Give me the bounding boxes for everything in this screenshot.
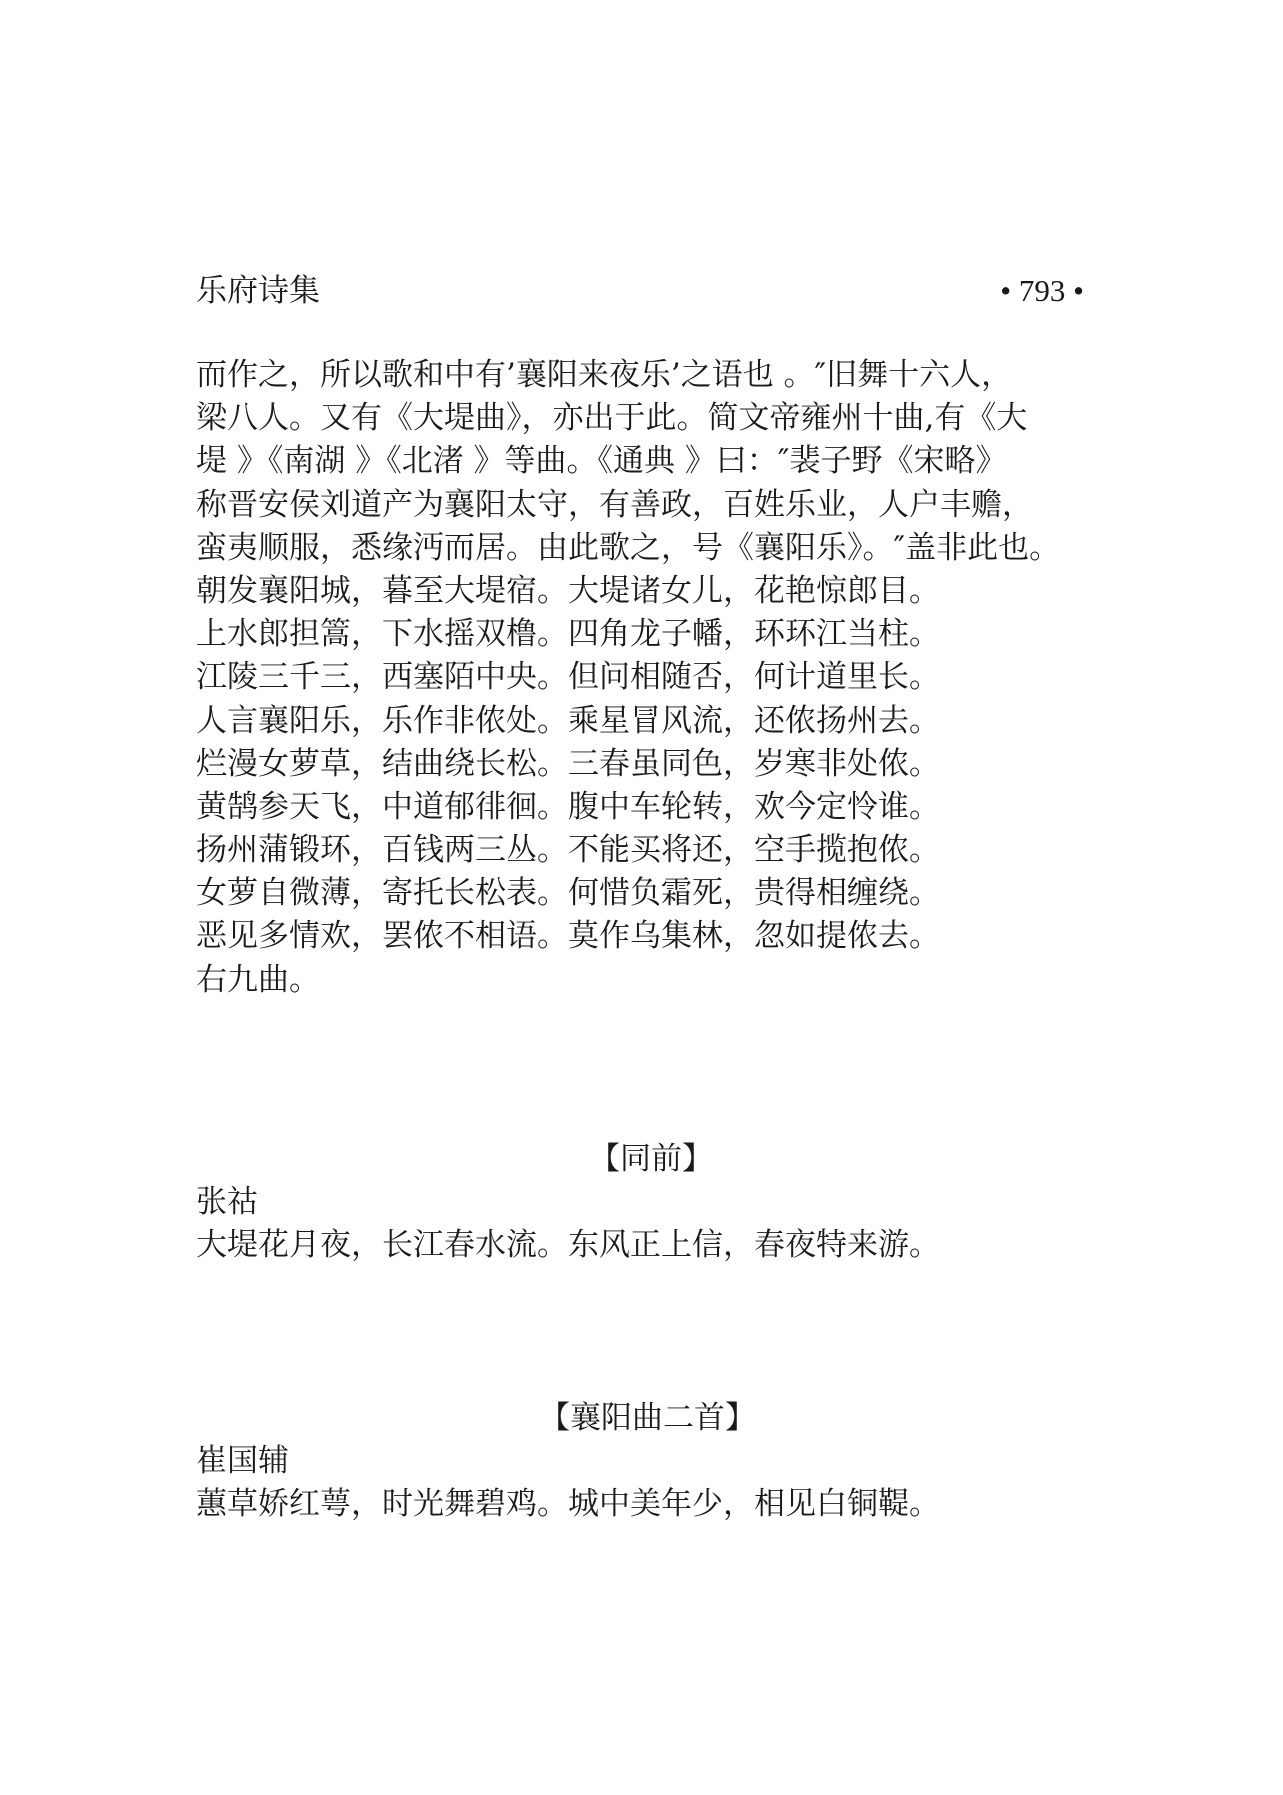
verse-line: 蕙草娇红萼，时光舞碧鸡。城中美年少，相见白铜鞮。 <box>196 1486 940 1522</box>
text-line: 称晋安侯刘道产为襄阳太守，有善政，百姓乐业，人户丰赡， <box>196 486 1033 523</box>
body-text <box>196 354 1126 1002</box>
verse-line: 扬州蒲锻环，百钱两三丛。不能买将还，空手揽抱侬。 <box>196 832 940 869</box>
section-title-text: 【襄阳曲二首】 <box>539 1400 756 1436</box>
verse-line: 大堤花月夜，长江春水流。东风正上信，春夜特来游。 <box>196 1227 940 1263</box>
text-line: 蛮夷顺服，悉缘沔而居。由此歌之，号《襄阳乐》。″盖非此也。 <box>196 529 1061 566</box>
poem-section-tongqian <box>196 1138 1126 1267</box>
verse-line: 女萝自微薄，寄托长松表。何惜负霜死，贵得相缠绕。 <box>196 875 940 912</box>
section-title-text: 【同前】 <box>589 1141 713 1177</box>
section-title <box>196 1138 1126 1181</box>
text-line: 堤 》《南湖 》《北渚 》等曲。《通典 》曰：″裴子野《宋略》 <box>196 443 1007 480</box>
text-line: 而作之，所以歌和中有’襄阳来夜乐’之语也 。″旧舞十六人， <box>196 357 1013 393</box>
verse-line: 朝发襄阳城，暮至大堤宿。大堤诸女儿，花艳惊郎目。 <box>196 572 940 609</box>
section-title <box>196 1397 1126 1440</box>
page-number: • 793 • <box>1000 273 1084 308</box>
verse-line: 恶见多情欢，罢侬不相语。莫作乌集林，忽如提侬去。 <box>196 918 940 955</box>
book-title: 乐府诗集 <box>196 273 320 309</box>
verse-line: 烂漫女萝草，结曲绕长松。三春虽同色，岁寒非处侬。 <box>196 745 940 782</box>
author-name: 张祜 <box>196 1184 258 1220</box>
verse-line: 人言襄阳乐，乐作非侬处。乘星冒风流，还侬扬州去。 <box>196 702 940 739</box>
closing-note: 右九曲。 <box>196 961 320 998</box>
verse-line: 江陵三千三，西塞陌中央。但问相随否，何计道里长。 <box>196 659 940 696</box>
verse-line: 上水郎担篙，下水摇双橹。四角龙子幡，环环江当柱。 <box>196 616 940 653</box>
author-name: 崔国辅 <box>196 1443 289 1479</box>
text-line: 梁八人。又有《大堤曲》，亦出于此。简文帝雍州十曲,有《大 <box>196 400 1028 437</box>
page-header <box>196 271 1084 311</box>
verse-line: 黄鹄参天飞，中道郁徘徊。腹中车轮转，欢今定怜谁。 <box>196 788 940 825</box>
poem-section-xiangyang-qu <box>196 1397 1126 1526</box>
